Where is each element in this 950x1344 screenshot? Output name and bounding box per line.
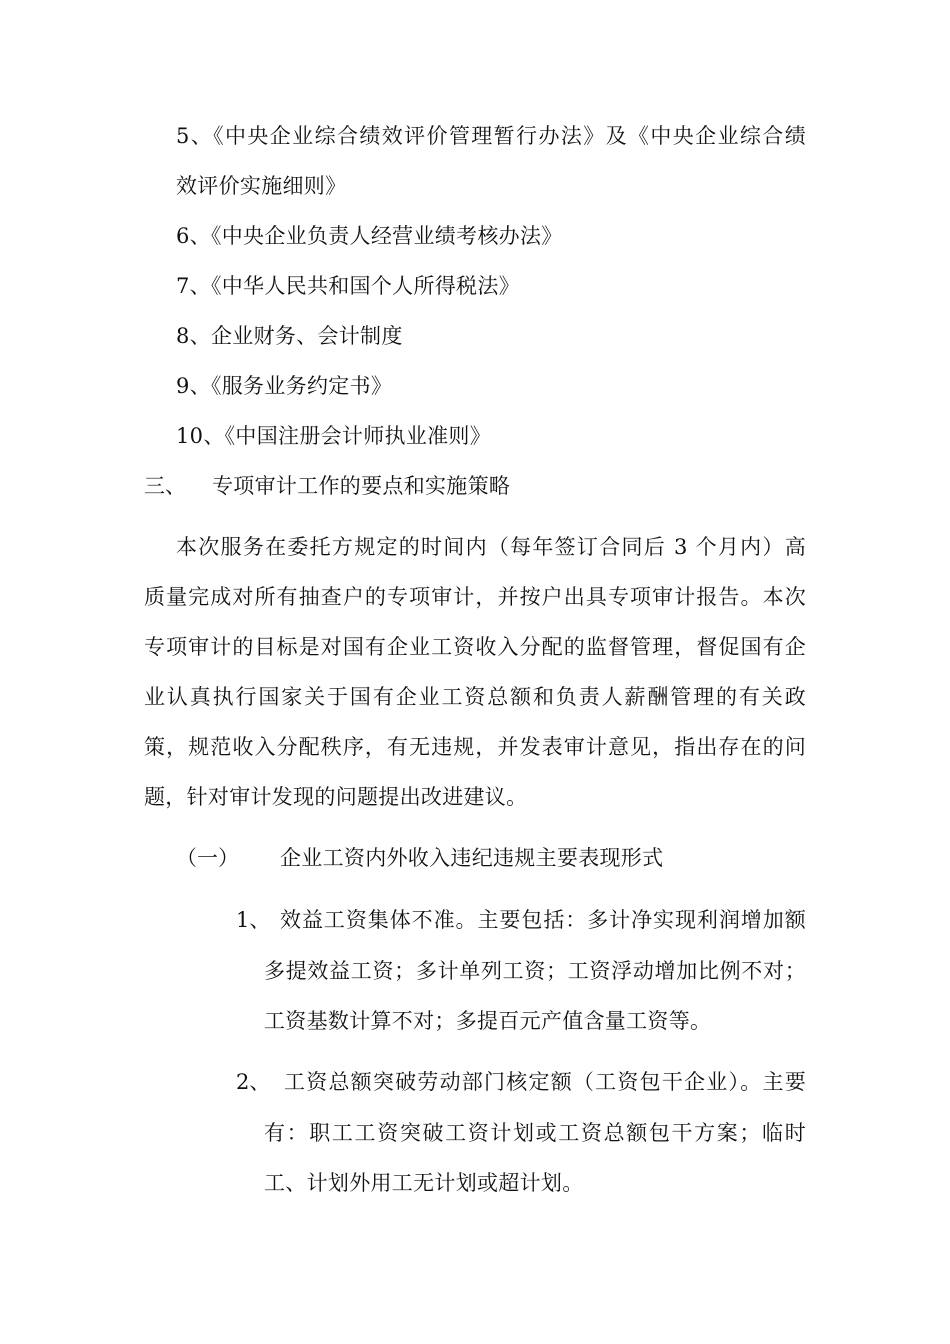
paragraph-line-2: 质量完成对所有抽查户的专项审计，并按户出具专项审计报告。本次 bbox=[144, 585, 806, 609]
reference-9: 9、《服务业务约定书》 bbox=[176, 374, 393, 398]
paragraph-line-6: 题，针对审计发现的问题提出改进建议。 bbox=[144, 785, 528, 809]
paragraph-line-1: 本次服务在委托方规定的时间内（每年签订合同后 3 个月内）高 bbox=[176, 535, 806, 559]
paragraph-line-4: 业认真执行国家关于国有企业工资总额和负责人薪酬管理的有关政 bbox=[144, 685, 806, 709]
item-2-line-3: 工、计划外用工无计划或超计划。 bbox=[264, 1171, 584, 1195]
reference-5-line-1: 5、《中央企业综合绩效评价管理暂行办法》及《中央企业综合绩 bbox=[176, 124, 806, 148]
reference-7: 7、《中华人民共和国个人所得税法》 bbox=[176, 274, 520, 298]
item-2-line-1: 工资总额突破劳动部门核定额（工资包干企业）。主要 bbox=[284, 1070, 806, 1094]
reference-10: 10、《中国注册会计师执业准则》 bbox=[176, 424, 492, 448]
item-1-number: 1、 bbox=[236, 908, 271, 932]
item-1-line-1: 效益工资集体不准。主要包括：多计净实现利润增加额 bbox=[280, 908, 806, 932]
item-2-line-2: 有：职工工资突破工资计划或工资总额包干方案；临时 bbox=[264, 1121, 806, 1145]
reference-8: 8、企业财务、会计制度 bbox=[176, 324, 403, 348]
reference-5-line-2: 效评价实施细则》 bbox=[176, 174, 347, 198]
reference-6: 6、《中央企业负责人经营业绩考核办法》 bbox=[176, 224, 563, 248]
subsection-1-number: （一） bbox=[176, 846, 239, 870]
subsection-1-title: 企业工资内外收入违纪违规主要表现形式 bbox=[280, 846, 664, 870]
item-2-number: 2、 bbox=[236, 1070, 271, 1094]
item-1-line-3: 工资基数计算不对；多提百元产值含量工资等。 bbox=[264, 1009, 712, 1033]
paragraph-line-3: 专项审计的目标是对国有企业工资收入分配的监督管理，督促国有企 bbox=[144, 635, 806, 659]
paragraph-line-5: 策，规范收入分配秩序，有无违规，并发表审计意见，指出存在的问 bbox=[144, 735, 806, 759]
section-3-number: 三、 bbox=[144, 474, 186, 498]
section-3-title: 专项审计工作的要点和实施策略 bbox=[212, 474, 511, 498]
item-1-line-2: 多提效益工资；多计单列工资；工资浮动增加比例不对； bbox=[264, 959, 806, 983]
